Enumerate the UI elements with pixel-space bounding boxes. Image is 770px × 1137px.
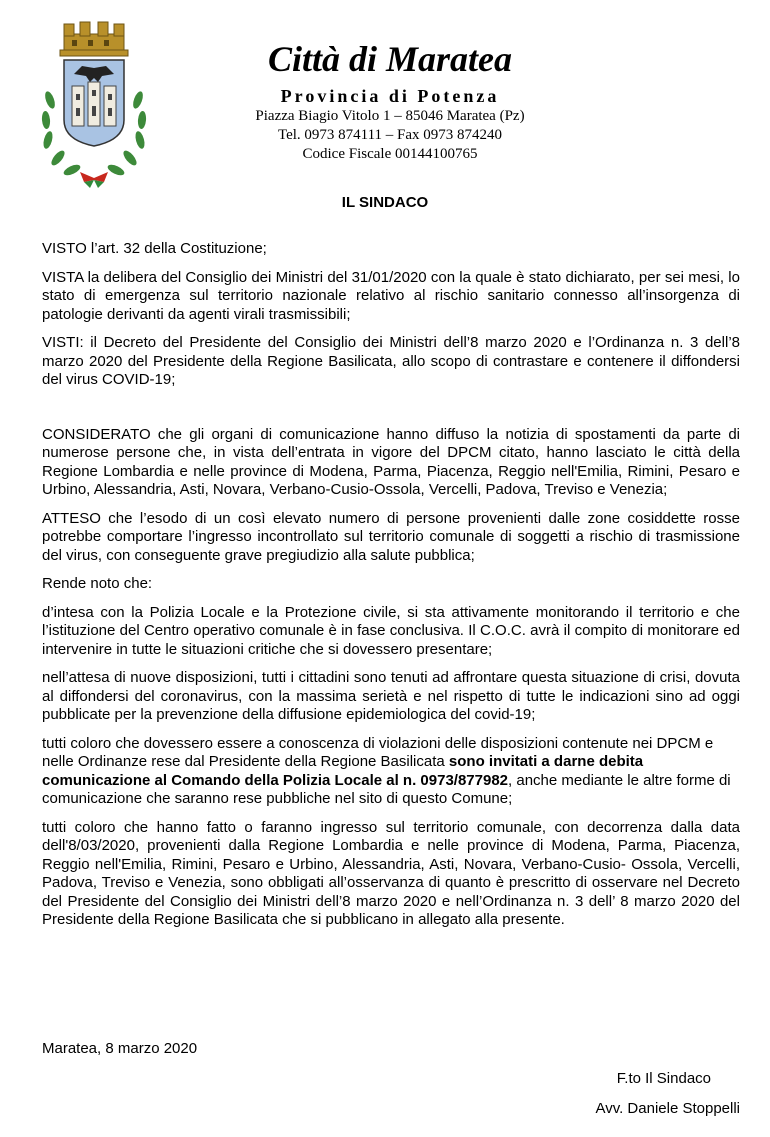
paragraph-rende-noto: Rende noto che: [42, 575, 153, 592]
paragraph-violazioni-end: , anche mediante le altre forme di comunicazione che saranno rese pubbliche nel sito di questo Comune; [42, 771, 731, 807]
signature-line: F.to Il Sindaco [616, 1070, 711, 1087]
paragraph-violazioni [42, 735, 740, 809]
province-name: Provincia di Potenza [280, 86, 500, 106]
paragraph-intesa: d’intesa con la Polizia Locale e la Protezione civile, si sta attivamente monitorando il territorio e che l’istituzione del Centro operativo comunale è in fase conclusiva. Il C.O.C. avrà il compito di monitorare ed intervenire in tutte le situazioni critiche che si dovessero presentare; [42, 603, 740, 658]
paragraph-visto: VISTO l’art. 32 della Costituzione; [42, 240, 267, 257]
paragraph-considerato: CONSIDERATO che gli organi di comunicazione hanno diffuso la notizia di spostamenti da parte di numerose persone che, in vista dell’entrata in vigore del DPCM citato, hanno lasciato le città della Regione Lombardia e nelle province di Modena, Parma, Piacenza, Reggio nell'Emilia, Rimini, Pesaro e Urbino, Alessandria, Asti, Novara, Verbano-Cusio-Ossola, Vercelli, Padova, Treviso e Venezia; [42, 425, 740, 498]
document-title: IL SINDACO [341, 194, 429, 211]
paragraph-violazioni-bold: sono invitati a darne debita comunicazione al Comando della Polizia Locale al n. 0973/877982 [42, 753, 644, 789]
city-name: Città di Maratea [267, 39, 513, 79]
phone-line: Tel. 0973 874111 – Fax 0973 874240 [277, 127, 503, 143]
paragraph-vista: VISTA la delibera del Consiglio dei Ministri del 31/01/2020 con la quale è stato dichiarato, per sei mesi, lo stato di emergenza sul territorio nazionale relativo al rischio sanitario connesso all’insorgenza di patologie derivanti da agenti virali trasmissibili; [42, 268, 740, 323]
signature-name: Avv. Daniele Stoppelli [595, 1100, 740, 1117]
paragraph-atteso: ATTESO che l’esodo di un così elevato numero di persone provenienti dalle zone cosiddette rosse potrebbe comportare l’ingresso incontrollato sul territorio comunale di soggetti a rischio di trasmissione del virus, con conseguente grave pregiudizio alla salute pubblica; [42, 509, 740, 564]
paragraph-violazioni-start: tutti coloro che dovessero essere a conoscenza di violazioni delle disposizioni contenute nei DPCM e nelle Ordinanze rese dal Presidente della Regione Basilicata [42, 734, 714, 770]
fiscal-code-line: Codice Fiscale 00144100765 [302, 146, 478, 162]
paragraph-visti: VISTI: il Decreto del Presidente del Consiglio dei Ministri dell’8 marzo 2020 e l’Ordinanza n. 3 dell’8 marzo 2020 del Presidente della Regione Basilicata, allo scopo di contrastare e contenere il diffondersi del virus COVID-19; [42, 334, 740, 388]
paragraph-ingresso: tutti coloro che hanno fatto o faranno ingresso sul territorio comunale, con decorrenza dalla data dell'8/03/2020, provenienti dalla Regione Lombardia e nelle province di Modena, Parma, Piacenza, Reggio nell'Emilia, Rimini, Pesaro e Urbino, Alessandria, Asti, Novara, Verbano-Cusio- Ossola, Vercelli, Padova, Treviso e Venezia, sono obbligati all’osservanza di quanto è prescritto di osservare nel Decreto del Presidente del Consiglio dei Ministri dell’8 marzo 2020 e nell’Ordinanza n. 3 dell’ 8 marzo 2020 del Presidente della Regione Basilicata che si pubblicano in allegato alla presente. [42, 818, 740, 928]
document-date: Maratea, 8 marzo 2020 [42, 1040, 198, 1057]
coat-of-arms-icon [38, 20, 150, 188]
address-line: Piazza Biagio Vitolo 1 – 85046 Maratea (Pz) [255, 108, 525, 124]
document-body [42, 240, 740, 940]
paragraph-attesa: nell’attesa di nuove disposizioni, tutti i cittadini sono tenuti ad affrontare questa situazione di crisi, dovuta al diffondersi del coronavirus, con la massima serietà e nel rispetto di tutte le indicazioni sino ad oggi pubblicate per la prevenzione della diffusione epidemiologica del covid-19; [42, 669, 740, 723]
